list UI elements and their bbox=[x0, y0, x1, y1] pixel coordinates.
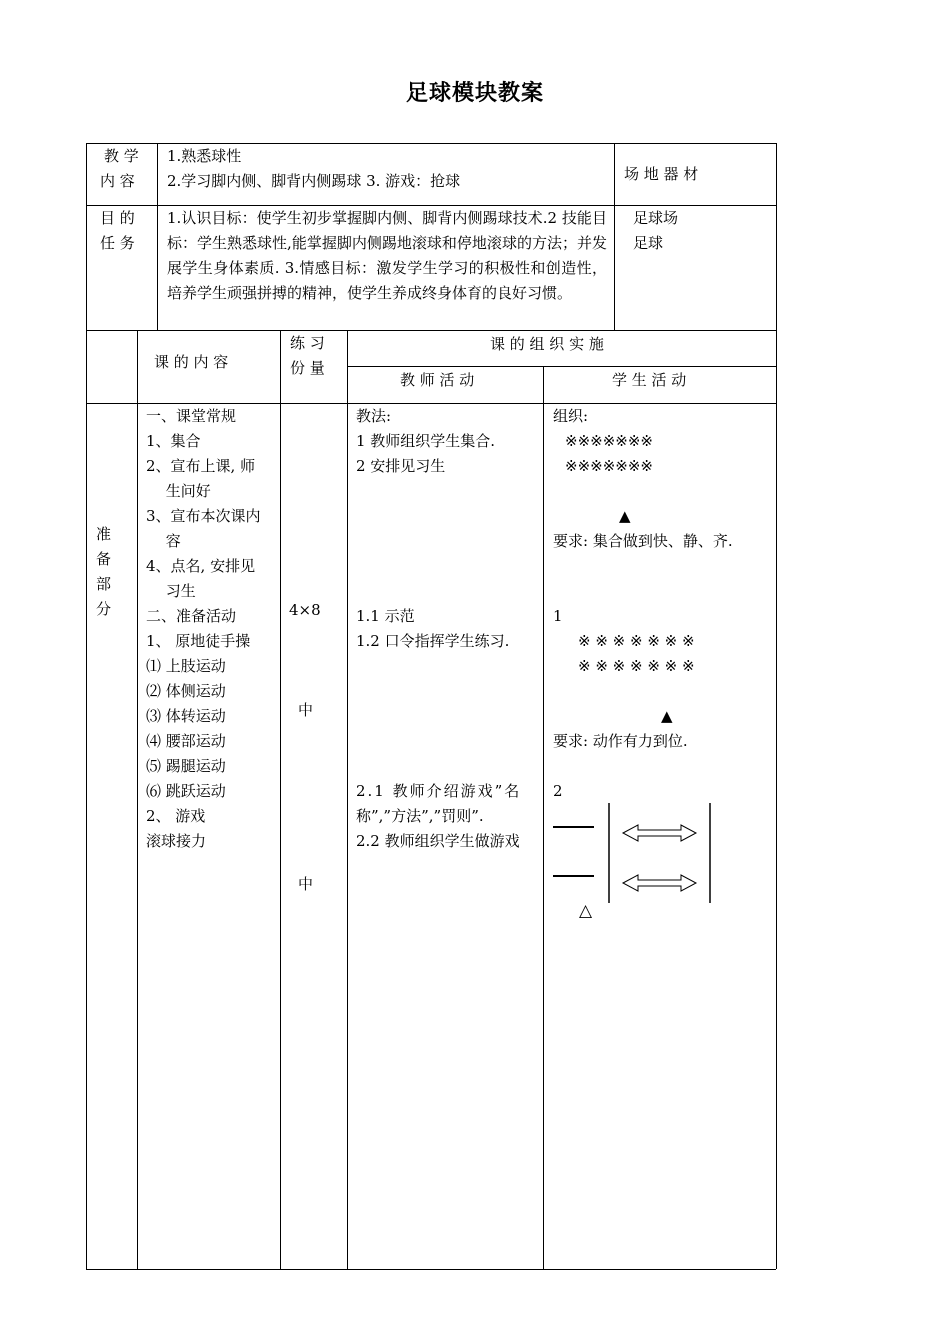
formation-row-3: ※ ※ ※ ※ ※ ※ ※ bbox=[578, 632, 695, 650]
list-item: ⑷ 腰部运动 bbox=[146, 732, 226, 750]
double-arrow-icon bbox=[623, 875, 696, 891]
goal-label-line2: 任 务 bbox=[100, 234, 135, 252]
drill-number-1: 1 bbox=[553, 607, 563, 625]
goal-text: 1.认识目标：使学生初步掌握脚内侧、脚背内侧踢球技术.2 技能目标：学生熟悉球性,能掌握脚内侧踢地滚球和停地滚球的方法；并发展学生身体素质. 3.情感目标：激发学生学习的积极性和创造性，培养学生顽强拼搏的精神，使学生养成终身体育的良好习惯。 bbox=[167, 209, 607, 302]
list-item: 容 bbox=[146, 532, 181, 550]
double-arrow-icon bbox=[623, 825, 696, 841]
list-item: 4、点名, 安排见 bbox=[146, 557, 256, 575]
formation-row-1: ※※※※※※※ bbox=[565, 432, 653, 450]
list-item: ⑴ 上肢运动 bbox=[146, 657, 226, 675]
col-course-content: 课 的 内 容 bbox=[154, 353, 229, 371]
list-item: ⑶ 体转运动 bbox=[146, 707, 226, 725]
list-item: ⑵ 体侧运动 bbox=[146, 682, 226, 700]
page-title: 足球模块教案 bbox=[405, 81, 544, 106]
list-item: 1、 原地徒手操 bbox=[146, 632, 251, 650]
teacher-step-1: 1 教师组织学生集合. bbox=[356, 432, 496, 450]
list-item: ⑹ 跳跃运动 bbox=[146, 782, 226, 800]
content-line-2: 2.学习脚内侧、脚背内侧踢球 3. 游戏：抢球 bbox=[167, 172, 461, 190]
section-label-char: 部 bbox=[96, 575, 112, 593]
teacher-game-1a: 2.1 教师介绍游戏”名 bbox=[356, 782, 522, 800]
teacher-position-marker: ▲ bbox=[661, 707, 673, 725]
teacher-demo-1: 1.1 示范 bbox=[356, 607, 415, 625]
list-item: 二、准备活动 bbox=[146, 607, 237, 625]
list-item: 3、宣布本次课内 bbox=[146, 507, 261, 525]
goal-label-line1: 目 的 bbox=[100, 209, 135, 227]
teacher-step-2: 2 安排见习生 bbox=[356, 457, 446, 475]
teacher-position-marker-outline: △ bbox=[579, 901, 593, 921]
section-label-char: 备 bbox=[96, 550, 112, 568]
content-line-1: 1.熟悉球性 bbox=[167, 147, 242, 165]
col-practice-line1: 练 习 bbox=[290, 334, 325, 352]
list-item: 生问好 bbox=[146, 482, 211, 500]
col-student: 学 生 活 动 bbox=[612, 371, 687, 389]
drill-number-2: 2 bbox=[553, 782, 563, 800]
section-label-char: 分 bbox=[96, 600, 112, 618]
venue-label: 场 地 器 材 bbox=[624, 165, 699, 183]
teacher-method: 教法: bbox=[356, 407, 392, 425]
intensity-1: 中 bbox=[298, 701, 314, 719]
col-organization: 课 的 组 织 实 施 bbox=[490, 335, 604, 353]
teacher-demo-2: 1.2 口令指挥学生练习. bbox=[356, 632, 510, 650]
teacher-game-1b: 称”,”方法”,”罚则”. bbox=[356, 807, 484, 825]
intensity-2: 中 bbox=[298, 875, 314, 893]
practice-amount: 4×8 bbox=[289, 601, 321, 619]
content-label-line1: 教 学 bbox=[104, 147, 139, 165]
venue-line-2: 足球 bbox=[633, 234, 664, 252]
student-requirement-1: 要求: 集合做到快、静、齐. bbox=[553, 532, 733, 550]
list-item: 2、 游戏 bbox=[146, 807, 206, 825]
list-item: 1、集合 bbox=[146, 432, 201, 450]
venue-line-1: 足球场 bbox=[633, 209, 679, 227]
student-org: 组织: bbox=[553, 407, 589, 425]
student-requirement-2: 要求: 动作有力到位. bbox=[553, 732, 688, 750]
col-teacher: 教 师 活 动 bbox=[400, 371, 475, 389]
list-item: 习生 bbox=[146, 582, 196, 600]
section-label-char: 准 bbox=[96, 525, 112, 543]
formation-row-2: ※※※※※※※ bbox=[565, 457, 653, 475]
teacher-position-marker: ▲ bbox=[619, 507, 631, 525]
list-item: ⑸ 踢腿运动 bbox=[146, 757, 226, 775]
content-label-line2: 内 容 bbox=[100, 172, 135, 190]
formation-row-4: ※ ※ ※ ※ ※ ※ ※ bbox=[578, 657, 695, 675]
list-item: 一、课堂常规 bbox=[146, 407, 237, 425]
teacher-game-2: 2.2 教师组织学生做游戏 bbox=[356, 832, 520, 850]
list-item: 2、宣布上课, 师 bbox=[146, 457, 256, 475]
list-item: 滚球接力 bbox=[146, 832, 207, 850]
col-practice-line2: 份 量 bbox=[290, 359, 325, 377]
